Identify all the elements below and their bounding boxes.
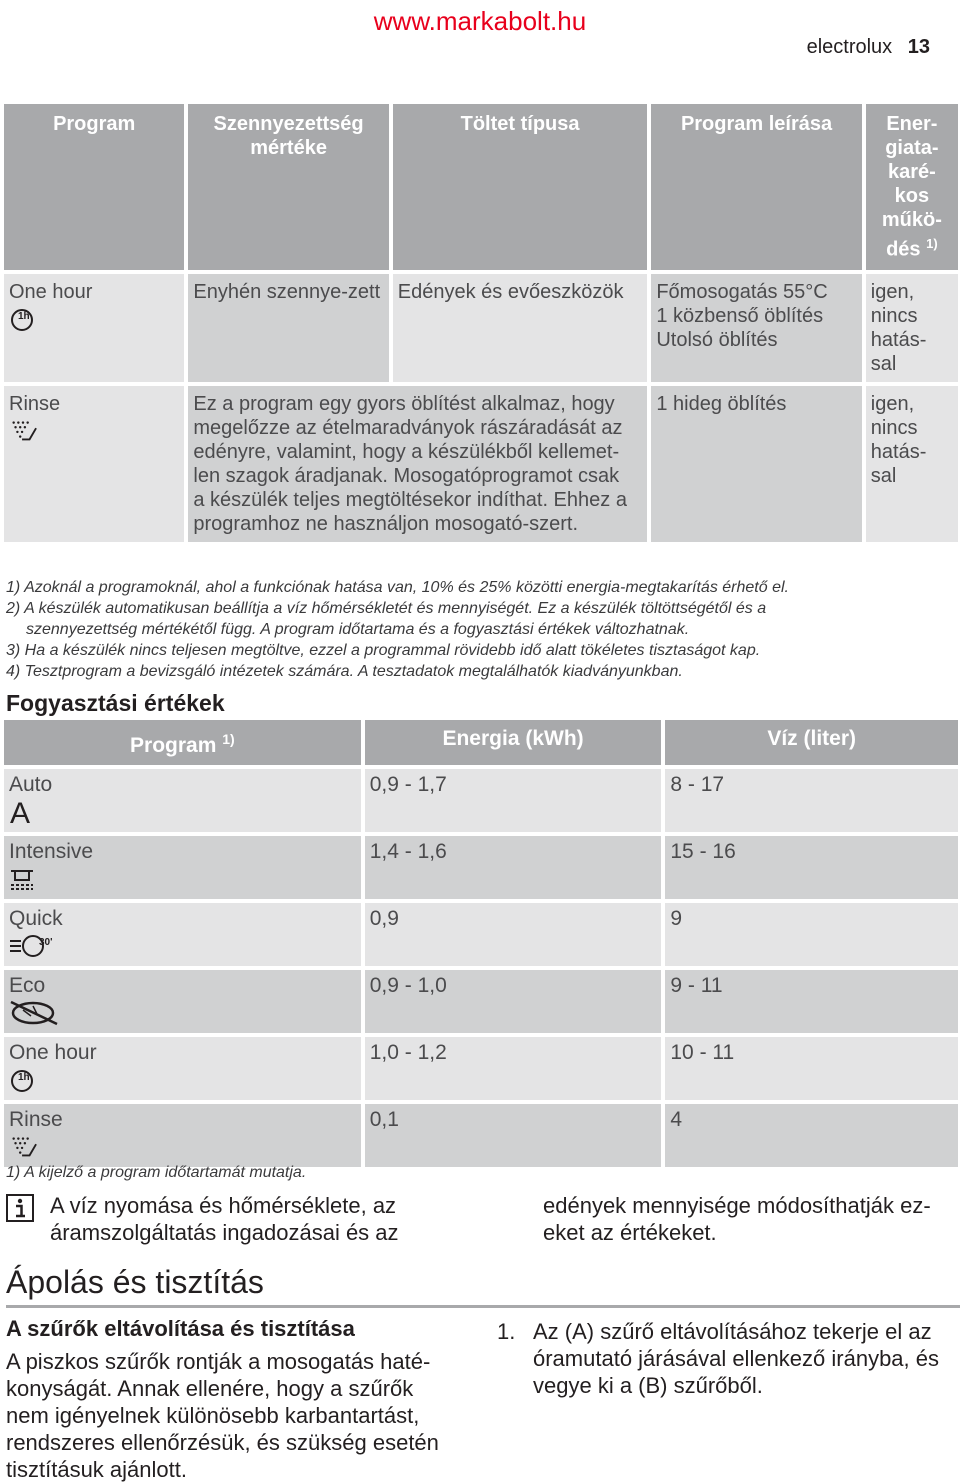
program-table-header [4,104,958,270]
water-cell: 8 - 17 [665,769,958,832]
energy-cell: 0,1 [365,1104,662,1167]
program-cell: One hour 1h [4,1037,361,1100]
header-energy: Energia (kWh) [365,720,662,765]
header-program: Program $^{1)}$ [4,720,361,765]
info-icon [6,1194,34,1222]
table-row [4,1104,958,1167]
footnote: 4) Tesztprogram a bevizsgáló intézetek számára. A tesztadatok megtalálhatók kiadványunkban. [6,663,683,680]
footnote: 2) A készülék automatikusan beállítja a víz hőmérsékletét és mennyiségét. Ez a készülék töltöttségétől és a [6,600,767,617]
table-row [4,274,958,382]
water-cell: 10 - 11 [665,1037,958,1100]
footnote: szennyezettség mértékétől függ. A program időtartama és a fogyasztási értékek változhatnak. [26,621,690,638]
section-divider [6,1305,960,1308]
quick-30-icon [9,933,59,959]
program-cell: One hour 1h [4,274,184,382]
consumption-title: Fogyasztási értékek [6,690,225,716]
one-hour-icon [9,306,37,332]
table-row [4,386,958,542]
step-number: 1. [497,1319,516,1344]
program-table [0,100,960,546]
rinse-description-cell: Ez a program egy gyors öblítést alkalmaz, hogy megelőzze az ételmaradványok rászáradását az edényre, valamint, hogy a készülékből kellemet-len szagok áradjanak. Mosogatóprogramot csak a készülék teljes megtöltésekor indíthat. Ehhez a programhoz ne használjon mosogató-szert. [188,386,647,542]
brand-name: electrolux [806,36,893,58]
program-cell: Quick 30' [4,903,361,966]
one-hour-icon [9,1067,37,1093]
rinse-icon [9,1134,37,1160]
program-cell: Rinse [4,386,184,542]
footnote: 3) Ha a készülék nincs teljesen megtöltve, ezzel a programmal rövidebb idő alatt tökéletes tisztaságot kap. [6,642,761,659]
svg-text:30': 30' [39,937,53,948]
table-row [4,836,958,899]
program-cell: Auto A [4,769,361,832]
program-cell: Rinse [4,1104,361,1167]
svg-text:A: A [10,799,31,825]
water-cell: 9 - 11 [665,970,958,1033]
header-description: Program leírása [651,104,861,270]
svg-text:1h: 1h [18,1072,30,1083]
watermark-link[interactable]: www.markabolt.hu [373,6,587,36]
table-row [4,970,958,1033]
energy-cell: 0,9 [365,903,662,966]
running-head [807,36,930,59]
table-row [4,903,958,966]
energy-cell: igen, nincs hatás- sal [866,386,958,542]
header-soil: Szennyezettség mértéke [188,104,388,270]
energy-cell: 1,4 - 1,6 [365,836,662,899]
info-note-right: edények mennyisége módosíthatják ez- eket az értékeket. [543,1193,931,1245]
load-cell: Edények és evőeszközök [393,274,648,382]
header-energy: Ener- giata- karé- kos műkö- dés $^{1)}$ [866,104,958,270]
page-number: 13 [907,36,930,58]
table-row [4,1037,958,1100]
header-program: Program [4,104,184,270]
footnote: 1) Azoknál a programoknál, ahol a funkciónak hatása van, 10% és 25% közötti energia-megtakarítás érhető el. [6,579,789,596]
energy-cell: igen, nincs hatás- sal [866,274,958,382]
header-load: Töltet típusa [393,104,648,270]
water-cell: 9 [665,903,958,966]
consumption-table [0,716,960,1171]
auto-A-icon [9,799,37,825]
header-water: Víz (liter) [665,720,958,765]
description-cell: Főmosogatás 55°C 1 közbenső öblítés Utolsó öblítés [651,274,861,382]
info-note-left: A víz nyomása és hőmérséklete, az áramszolgáltatás ingadozásai és az [50,1193,399,1245]
care-paragraph: A piszkos szűrők rontják a mosogatás haté- konyságát. Annak ellenére, hogy a szűrők nem igényelnek különösebb karbantartást, rendszeres ellenőrzésük, és szükség esetén tisztításuk ajánlott. [6,1349,439,1482]
eco-leaf-icon [9,1000,59,1026]
rinse-icon [9,418,37,444]
description-cell: 1 hideg öblítés [651,386,861,542]
water-cell: 15 - 16 [665,836,958,899]
step-text: Az (A) szűrő eltávolításához tekerje el az óramutató járásával ellenkező irányba, és vegye ki a (B) szűrőből. [533,1319,940,1398]
energy-cell: 1,0 - 1,2 [365,1037,662,1100]
footnotes [6,577,946,682]
svg-text:1h: 1h [18,310,30,322]
energy-cell: 0,9 - 1,0 [365,970,662,1033]
water-cell: 4 [665,1104,958,1167]
consumption-header [4,720,958,765]
program-cell: Eco [4,970,361,1033]
consumption-footnote: 1) A kijelző a program időtartamát mutatja. [6,1164,307,1181]
care-title: Ápolás és tisztítás [6,1264,264,1300]
care-subtitle: A szűrők eltávolítása és tisztítása [6,1316,355,1341]
intensive-pot-icon [9,866,37,892]
table-row [4,769,958,832]
program-cell: Intensive [4,836,361,899]
energy-cell: 0,9 - 1,7 [365,769,662,832]
soil-cell: Enyhén szennye-zett [188,274,388,382]
